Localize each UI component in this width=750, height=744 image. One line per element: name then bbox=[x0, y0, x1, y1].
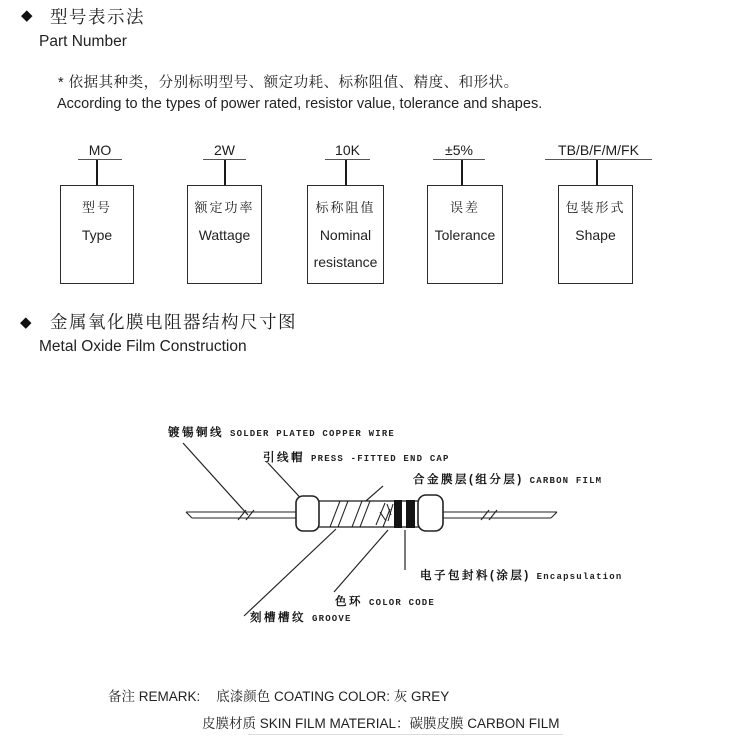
field-label-en: Nominal bbox=[319, 227, 372, 243]
field-box-tolerance bbox=[427, 185, 503, 284]
field-code-wattage: 2W bbox=[203, 142, 246, 160]
remark-line1 bbox=[108, 685, 449, 705]
callout-zh: 电子包封料(涂层) bbox=[420, 570, 531, 582]
section1-bullet-icon: ◆ bbox=[21, 7, 33, 24]
field-label-en2: resistance bbox=[313, 254, 378, 270]
callout-zh: 色环 bbox=[335, 596, 363, 608]
callout-end-cap bbox=[263, 448, 450, 466]
callout-groove bbox=[250, 608, 352, 626]
field-connector-line bbox=[461, 160, 463, 185]
field-box-type bbox=[60, 185, 134, 284]
field-label-en: Tolerance bbox=[434, 227, 496, 243]
field-label-zh: 误差 bbox=[449, 200, 480, 215]
field-label-zh: 额定功率 bbox=[194, 200, 255, 215]
callout-zh: 引线帽 bbox=[263, 452, 305, 464]
callout-zh: 合金膜层(组分层) bbox=[413, 474, 524, 486]
section2-title-zh: 金属氧化膜电阻器结构尺寸图 bbox=[50, 312, 297, 332]
remark-label: 备注 REMARK: bbox=[108, 689, 201, 704]
end-cap-right bbox=[418, 495, 443, 531]
field-label-zh: 型号 bbox=[81, 200, 112, 215]
callout-copper-wire bbox=[168, 423, 395, 441]
field-connector-line bbox=[224, 160, 226, 185]
callout-encapsulation bbox=[420, 566, 622, 584]
bottom-rule bbox=[248, 734, 563, 735]
callout-en: COLOR CODE bbox=[369, 598, 436, 608]
field-connector-line bbox=[96, 160, 98, 185]
callout-zh: 刻槽槽纹 bbox=[250, 612, 306, 624]
field-label-zh: 标称阻值 bbox=[315, 200, 376, 215]
section1-note-zh: * 依据其种类，分别标明型号、额定功耗、标称阻值、精度、和形状。 bbox=[58, 75, 519, 91]
callout-en: CARBON FILM bbox=[529, 476, 603, 486]
callout-carbon-film bbox=[413, 470, 602, 488]
section2-title-en: Metal Oxide Film Construction bbox=[39, 338, 247, 355]
field-label-en: Type bbox=[81, 227, 113, 243]
section1-note-en: According to the types of power rated, resistor value, tolerance and shapes. bbox=[57, 96, 543, 112]
field-code-resistance: 10K bbox=[325, 142, 370, 160]
field-label-en: Wattage bbox=[198, 227, 251, 243]
field-code-type: MO bbox=[78, 142, 122, 160]
remark-line2: 皮膜材质 SKIN FILM MATERIAL：碳膜皮膜 CARBON FILM bbox=[202, 716, 560, 731]
section1-title-zh: 型号表示法 bbox=[50, 7, 145, 27]
field-code-shape: TB/B/F/M/FK bbox=[545, 142, 652, 160]
callout-en: PRESS -FITTED END CAP bbox=[311, 454, 450, 464]
section2-bullet-icon: ◆ bbox=[20, 314, 32, 331]
field-box-shape bbox=[558, 185, 633, 284]
remark-coating-color: 底漆颜色 COATING COLOR: 灰 GREY bbox=[216, 689, 450, 704]
field-connector-line bbox=[345, 160, 347, 185]
callout-en: GROOVE bbox=[312, 614, 352, 624]
color-band bbox=[406, 500, 415, 528]
color-band bbox=[394, 500, 402, 528]
field-code-tolerance: ±5% bbox=[433, 142, 485, 160]
callout-en: Encapsulation bbox=[536, 572, 623, 582]
field-box-resistance bbox=[307, 185, 384, 284]
field-label-en: Shape bbox=[575, 227, 616, 243]
field-box-wattage bbox=[187, 185, 262, 284]
callout-zh: 镀锡铜线 bbox=[168, 427, 224, 439]
field-connector-line bbox=[596, 160, 598, 185]
end-cap-left bbox=[296, 496, 319, 531]
field-label-zh: 包装形式 bbox=[565, 200, 626, 215]
callout-en: SOLDER PLATED COPPER WIRE bbox=[230, 429, 396, 439]
section1-title-en: Part Number bbox=[39, 33, 127, 50]
